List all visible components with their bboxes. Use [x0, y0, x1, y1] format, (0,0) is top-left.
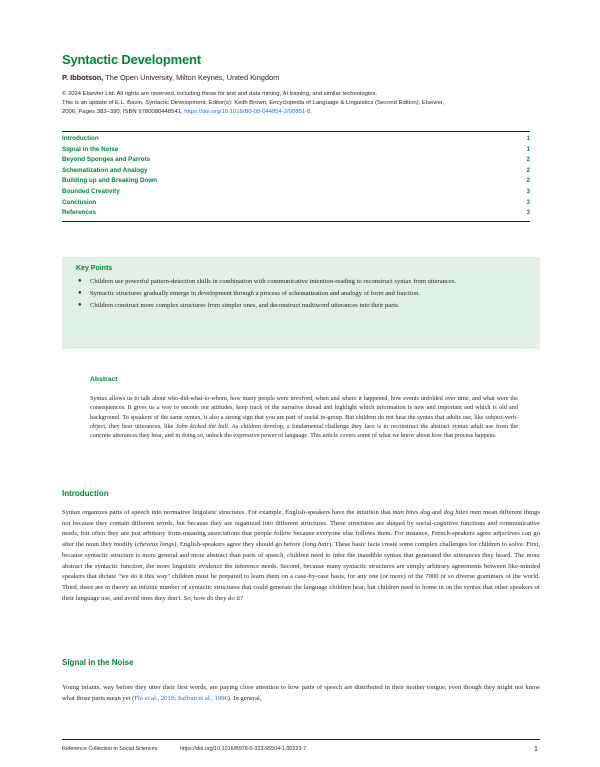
- toc-entry[interactable]: [62, 176, 530, 187]
- previous-edition-doi-link[interactable]: https://doi.org/10.1016/B0-08-044854-2/00851-8.: [184, 108, 312, 115]
- signal-body: [62, 683, 540, 704]
- publication-meta: [62, 90, 540, 116]
- body-text: Syntax organizes parts of speech into normative linguistic structures. For example, English-speakers have the intuition that: [62, 509, 391, 516]
- section-heading-signal-in-the-noise: Signal in the Noise: [62, 658, 134, 667]
- toc-entry-page: 1: [526, 135, 530, 142]
- toc-entry-label[interactable]: Building up and Breaking Down: [62, 177, 158, 185]
- key-points-box: [62, 257, 540, 349]
- toc-entry-page: 2: [526, 156, 530, 164]
- toc-entry-label[interactable]: Beyond Sponges and Parrots: [62, 156, 151, 164]
- copyright-line: © 2024 Elsevier Ltd. All rights are reserved, including those for text and data mining, AI training, and similar technologies.: [62, 91, 378, 97]
- toc-entry-label[interactable]: Conclusion: [62, 198, 97, 206]
- abstract-text: As children develop, a fundamental challenge they face is to reconstruct the abstract syntax adult use from the concrete utterances they hear, and in doing so, unlock the expressive power of language. This article covers some of what we know about how that process happens.: [90, 422, 519, 440]
- body-text: mean different things not because they contain different words, but because they are organized into different structures. These structures are shaped by social-cognitive functions and communicative needs, but often they are just arbitrary form-meaning associations that people follow because everyone else follows them. For instance, French-speakers agree adjectives can go after the noun they modify (: [62, 509, 541, 549]
- example-phrase: long hair: [304, 541, 330, 549]
- toc-entry-page: 2: [526, 166, 530, 174]
- toc-entry-page: 3: [526, 187, 530, 195]
- author-affiliation: The Open University, Milton Keynes, United Kingdom: [105, 73, 280, 82]
- example-phrase: man bites dog: [392, 509, 431, 516]
- example-phrase: cheveux longs: [136, 541, 175, 549]
- page-title: Syntactic Development: [62, 52, 201, 67]
- update-note-pages: 2006, Pages 383–390, ISBN 9780080448541,: [62, 108, 183, 115]
- body-text: ). In general,: [227, 694, 262, 702]
- toc-entry-page: 3: [526, 198, 530, 206]
- footer-source: Reference Collection in Social Sciences: [62, 746, 158, 752]
- body-text: ), English-speakers agree they should go before (: [174, 541, 305, 549]
- key-point-item: [76, 301, 526, 311]
- toc-entry[interactable]: [62, 208, 530, 219]
- body-text: and: [432, 509, 442, 516]
- key-point-item: [76, 289, 526, 299]
- bullet-icon: ●: [78, 278, 82, 284]
- toc-entry-page: 1: [526, 145, 530, 153]
- toc-entry-page: 2: [526, 177, 530, 185]
- key-point-item: [76, 277, 526, 287]
- key-point-text: Children construct more complex structures from simpler ones, and deconstruct multiword utterances into their parts.: [90, 301, 400, 309]
- example-phrase: dog bites man: [443, 509, 482, 516]
- abstract-text: Syntax allows us to talk about who-did-what-to-whom, how many people were involved, when and where it happened, how events unfolded over time, and what were the consequences. It gives us a way to encode our attitudes, keep track of the narrative thread and highlight which information is new and important and which is old and background. To speakers of the same syntax, it also a strong sign that you are part of social in-group. But children do not hear the syntax that adults use, like subject-verb-object, they hear utterances, like: [90, 395, 518, 430]
- author-name: P. Ibbotson,: [62, 73, 104, 82]
- abstract-heading: Abstract: [90, 376, 118, 383]
- section-heading-introduction: Introduction: [62, 489, 109, 498]
- page-footer: [62, 739, 540, 753]
- bullet-icon: ●: [78, 301, 82, 308]
- toc-entry[interactable]: [62, 145, 530, 156]
- abstract-example: John kicked the ball.: [175, 422, 230, 430]
- key-point-text: Children use powerful pattern-detection skills in combination with communicative intention-reading to reconstruct syntax from utterances.: [90, 278, 457, 285]
- citation-link[interactable]: Saffran et al., 1996: [177, 694, 228, 702]
- bullet-icon: ●: [78, 289, 82, 296]
- body-text: Young infants, way before they utter their first words, are paying close attention to how parts of speech are distributed in their mother tongue, even though they might not know what those parts mean yet (: [62, 684, 540, 702]
- toc-entry[interactable]: [62, 187, 530, 198]
- page-number: 1: [533, 744, 538, 753]
- key-points-heading: Key Points: [76, 265, 113, 272]
- toc-entry-label[interactable]: Introduction: [62, 135, 99, 142]
- toc-entry-label[interactable]: References: [62, 209, 96, 217]
- toc-entry[interactable]: [62, 166, 530, 177]
- table-of-contents: [62, 131, 530, 222]
- footer-doi-link[interactable]: https://doi.org/10.1016/B978-0-323-95504-1.00223-7: [180, 746, 307, 752]
- abstract-body: [90, 394, 518, 440]
- citation-separator: ;: [174, 694, 178, 702]
- update-note: This is an update of E.L. Bavin, Syntactic Development. Editor(s): Keith Brown, Encyclopedia of Language & Linguistics (Second Edition), Elsevier,: [62, 99, 445, 106]
- toc-entry[interactable]: [62, 155, 530, 166]
- toc-entry-label[interactable]: Signal in the Noise: [62, 145, 119, 153]
- body-text: ). These basic facts create some complex challenges for children to solve. First, because syntactic structure is more general and more abstract than parts of speech, children need to infer the inaudible syntax that generated the utterances they heard. The more abstract the syntactic function, the more linguistic evidence the inference needs. Second, because many syntactic structures are simply arbitrary agreements between like-minded speakers that dictate "we do it this way" children must be prepared to learn them on a case-by-case basis, for any one (or more) of the 7000 or so diverse grammars of the world. Third, there are in theory an infinite number of syntactic structures that could generate the language children hear, but children need to home in on the syntax that other speakers of their language use, and avoid ones they don't. So, how do they do it?: [62, 541, 540, 602]
- author-line: [62, 73, 279, 82]
- update-note-continued: [62, 108, 540, 117]
- toc-entry-page: 3: [526, 209, 530, 217]
- introduction-body: [62, 508, 540, 604]
- citation-link[interactable]: Fló et al., 2019: [134, 694, 175, 702]
- toc-entry-label[interactable]: Schematization and Analogy: [62, 166, 148, 174]
- toc-entry[interactable]: [62, 198, 530, 209]
- toc-entry[interactable]: [62, 134, 530, 145]
- key-point-text: Syntactic structures gradually emerge in development through a process of schematization and analogy of form and function.: [90, 289, 421, 297]
- toc-entry-label[interactable]: Bounded Creativity: [62, 187, 120, 195]
